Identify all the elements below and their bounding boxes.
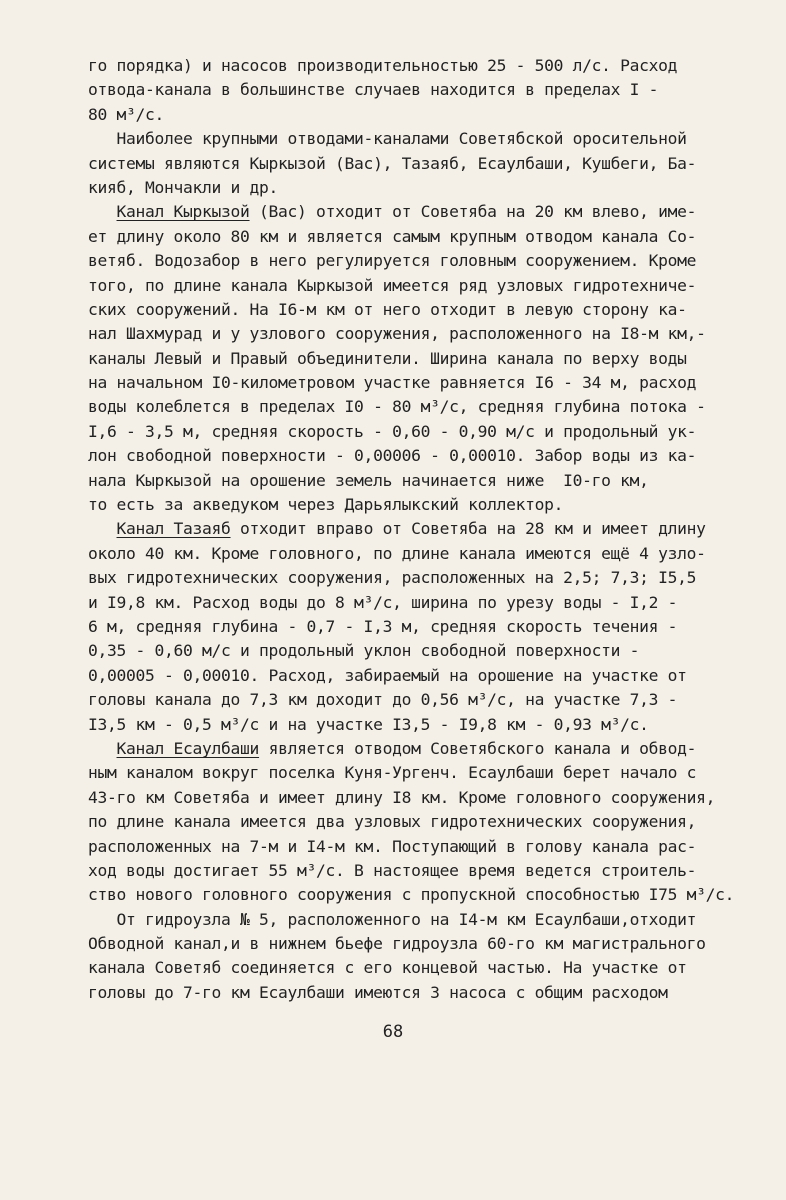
text-line <box>88 347 764 371</box>
text-line <box>88 688 764 712</box>
line-text: кияб, Мончакли и др. <box>88 177 279 197</box>
line-text: 43-го км Советяба и имеет длину I8 км. Кроме головного сооружения, <box>88 787 716 807</box>
line-text: От гидроузла № 5, расположенного на I4-м км Есаулбаши,отходит <box>88 909 697 929</box>
line-text: вых гидротехнических сооружения, расположенных на 2,5; 7,3; I5,5 <box>88 568 697 588</box>
text-line <box>88 566 764 590</box>
text-line <box>88 591 764 615</box>
text-line <box>88 249 764 273</box>
line-text: 0,35 - 0,60 м/с и продольный уклон свободной поверхности - <box>88 641 640 661</box>
text-line <box>88 542 764 566</box>
text-line <box>88 54 764 78</box>
text-body <box>88 54 764 1005</box>
line-text: ских сооружений. На I6-м км от него отходит в левую сторону ка- <box>88 299 687 319</box>
line-text: ход воды достигает 55 м³/с. В настоящее время ведется строитель- <box>88 860 697 880</box>
line-text: го порядка) и насосов производительностью 25 - 500 л/с. Расход <box>88 56 678 75</box>
line-text: головы до 7-го км Есаулбаши имеются 3 насоса с общим расходом <box>88 982 668 1002</box>
text-line <box>88 322 764 346</box>
text-line <box>88 639 764 663</box>
line-text: около 40 км. Кроме головного, по длине канала имеются ещё 4 узло- <box>88 543 706 563</box>
line-text: каналы Левый и Правый объединители. Ширина канала по верху воды <box>88 348 687 368</box>
text-line <box>88 981 764 1005</box>
line-text: то есть за акведуком через Дарьялыкский коллектор. <box>88 495 564 515</box>
line-text <box>88 519 117 538</box>
line-text <box>88 739 117 758</box>
line-text: I,6 - 3,5 м, средняя скорость - 0,60 - 0,90 м/с и продольный ук- <box>88 421 697 441</box>
line-text: того, по длине канала Кыркызой имеется ряд узловых гидротехниче- <box>88 275 697 295</box>
line-text: лон свободной поверхности - 0,00006 - 0,00010. Забор воды из ка- <box>88 446 697 466</box>
text-line <box>88 761 764 785</box>
line-text: 80 м³/с. <box>88 104 165 124</box>
line-text: ным каналом вокруг поселка Куня-Ургенч. Есаулбаши берет начало с <box>88 763 697 783</box>
line-text: (Вас) отходит от Советяба на 20 км влево, име- <box>249 202 697 222</box>
line-text: канала Советяб соединяется с его концевой частью. На участке от <box>88 958 687 978</box>
text-line <box>88 274 764 298</box>
text-line <box>88 127 764 151</box>
text-line <box>88 956 764 980</box>
canal-heading: Канал Есаулбаши <box>116 738 260 758</box>
line-text: расположенных на 7-м и I4-м км. Поступающий в голову канала рас- <box>88 836 697 856</box>
text-line <box>88 200 764 224</box>
line-text: на начальном I0-километровом участке равняется I6 - 34 м, расход <box>88 373 697 393</box>
text-line <box>88 103 764 127</box>
line-text: ство нового головного сооружения с пропускной способностью I75 м³/с. <box>88 885 735 905</box>
line-text: отходит вправо от Советяба на 28 км и имеет длину <box>230 519 706 539</box>
line-text: системы являются Кыркызой (Вас), Тазаяб, Есаулбаши, Кушбеги, Ба- <box>88 153 697 173</box>
line-text: I3,5 км - 0,5 м³/с и на участке I3,5 - I9,8 км - 0,93 м³/с. <box>88 714 649 734</box>
text-line <box>88 615 764 639</box>
page-number: 68 <box>382 1022 404 1042</box>
text-line <box>88 395 764 419</box>
line-text: по длине канала имеется два узловых гидротехнических сооружения, <box>88 812 697 832</box>
text-line <box>88 152 764 176</box>
line-text: отвода-канала в большинстве случаев находится в пределах I - <box>88 80 659 100</box>
line-text: нала Кыркызой на орошение земель начинается ниже I0-го км, <box>88 470 649 490</box>
text-line <box>88 664 764 688</box>
text-line <box>88 810 764 834</box>
text-line <box>88 737 764 761</box>
text-line <box>88 493 764 517</box>
line-text: ветяб. Водозабор в него регулируется головным сооружением. Кроме <box>88 251 697 271</box>
text-line <box>88 78 764 102</box>
text-line <box>88 859 764 883</box>
line-text: ет длину около 80 км и является самым крупным отводом канала Со- <box>88 226 697 246</box>
canal-heading: Канал Тазаяб <box>116 519 231 539</box>
text-line <box>88 908 764 932</box>
text-line <box>88 835 764 859</box>
text-line <box>88 444 764 468</box>
line-text: и I9,8 км. Расход воды до 8 м³/с, ширина по урезу воды - I,2 - <box>88 592 678 612</box>
text-line <box>88 932 764 956</box>
text-line <box>88 469 764 493</box>
line-text <box>88 202 117 221</box>
text-line <box>88 786 764 810</box>
line-text: 6 м, средняя глубина - 0,7 - I,3 м, средняя скорость течения - <box>88 616 678 636</box>
canal-heading: Канал Кыркызой <box>116 202 250 222</box>
text-line <box>88 420 764 444</box>
line-text: нал Шахмурад и у узлового сооружения, расположенного на I8-м км,- <box>88 324 706 344</box>
text-line <box>88 883 764 907</box>
line-text: Обводной канал,и в нижнем бьефе гидроузла 60-го км магистрального <box>88 934 706 954</box>
text-line <box>88 225 764 249</box>
line-text: 0,00005 - 0,00010. Расход, забираемый на орошение на участке от <box>88 665 687 685</box>
text-line <box>88 298 764 322</box>
text-line <box>88 517 764 541</box>
line-text: Наиболее крупными отводами-каналами Советябской оросительной <box>88 129 687 149</box>
text-line <box>88 371 764 395</box>
line-text: головы канала до 7,3 км доходит до 0,56 м³/с, на участке 7,3 - <box>88 690 678 710</box>
text-line <box>88 176 764 200</box>
line-text: является отводом Советябского канала и обвод- <box>259 738 697 758</box>
line-text: воды колеблется в пределах I0 - 80 м³/с, средняя глубина потока - <box>88 397 706 417</box>
text-line <box>88 713 764 737</box>
